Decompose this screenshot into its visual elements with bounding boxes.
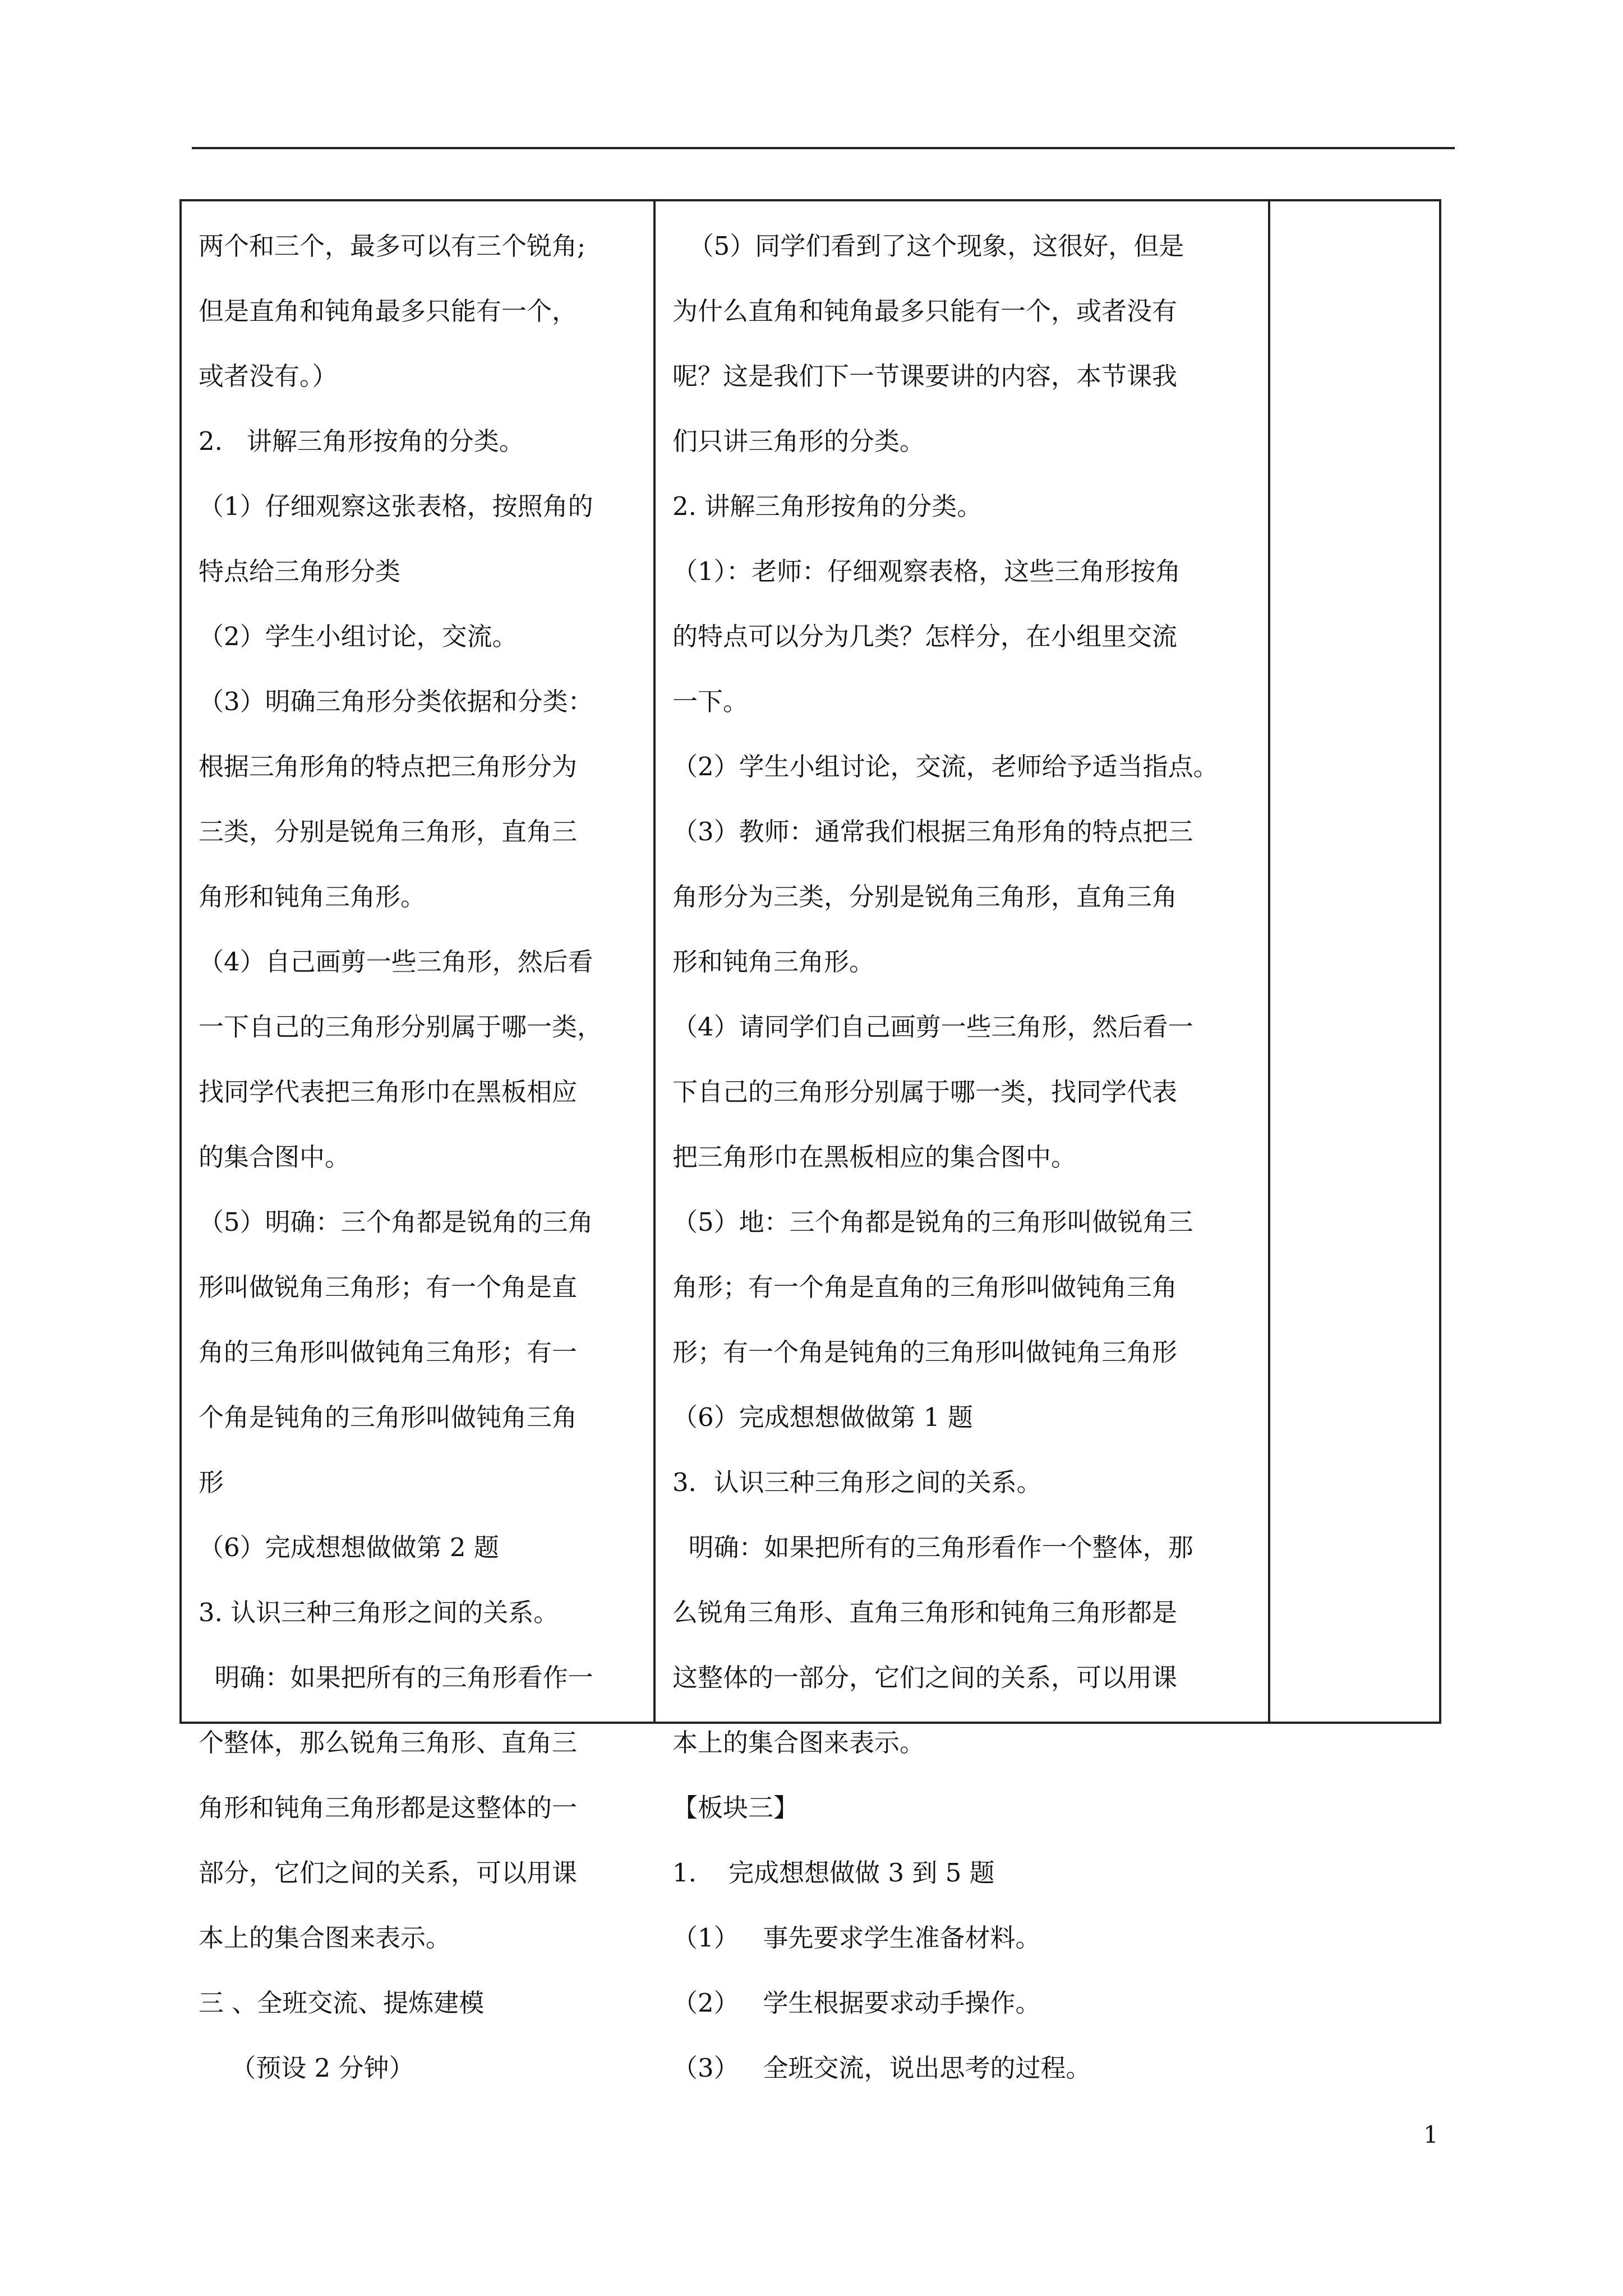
teacher-text-line: 本上的集合图来表示。 [672, 1728, 925, 1757]
teacher-text-line: 明确：如果把所有的三角形看作一个整体，那 [672, 1533, 1193, 1562]
teacher-text-line: 一下。 [672, 687, 749, 716]
student-activity-cell [182, 201, 654, 2101]
page-number: 1 [1423, 2121, 1438, 2148]
teacher-text-line: 们只讲三角形的分类。 [672, 426, 925, 456]
student-text-line: 个角是钝角的三角形叫做钝角三角 [199, 1402, 578, 1432]
student-text-line: 形 [199, 1467, 224, 1497]
student-text-line: 的集合图中。 [199, 1142, 351, 1172]
teacher-text-line: 【板块三】 [672, 1793, 799, 1823]
student-text-line: 部分，它们之间的关系，可以用课 [199, 1858, 578, 1888]
student-text-line: 根据三角形角的特点把三角形分为 [199, 752, 578, 781]
teacher-text-line: 呢？这是我们下一节课要讲的内容，本节课我 [672, 361, 1178, 391]
teacher-text-line: （1） 事先要求学生准备材料。 [672, 1923, 1041, 1953]
teacher-text-line: （5）地：三个角都是锐角的三角形叫做锐角三 [672, 1207, 1193, 1237]
student-text-line: （6）完成想想做做第 2 题 [199, 1533, 499, 1562]
student-text-line: （2）学生小组讨论，交流。 [199, 622, 518, 651]
teacher-text-line: 形和钝角三角形。 [672, 947, 875, 977]
notes-cell [1270, 201, 1444, 214]
teacher-text-line: 角形分为三类，分别是锐角三角形，直角三角 [672, 882, 1178, 912]
teacher-text-line: 角形；有一个角是直角的三角形叫做钝角三角 [672, 1272, 1178, 1302]
student-text-line: 或者没有。） [199, 361, 338, 391]
student-text-line: 特点给三角形分类 [199, 556, 401, 586]
teacher-text-line: 1. 完成想想做做 3 到 5 题 [672, 1858, 995, 1888]
teacher-text-line: 么锐角三角形、直角三角形和钝角三角形都是 [672, 1598, 1178, 1627]
teacher-text-line: （6）完成想想做做第 1 题 [672, 1402, 973, 1432]
student-text-line: 两个和三个，最多可以有三个锐角; [199, 231, 586, 261]
student-text-line: 一下自己的三角形分别属于哪一类， [199, 1012, 603, 1042]
teacher-text-line: （5）同学们看到了这个现象，这很好，但是 [672, 231, 1184, 261]
teacher-text-line: （2） 学生根据要求动手操作。 [672, 1988, 1041, 2018]
student-text-line: 角形和钝角三角形。 [199, 882, 426, 912]
teacher-text-line: 形；有一个角是钝角的三角形叫做钝角三角形 [672, 1337, 1178, 1367]
teacher-text-line: （4）请同学们自己画剪一些三角形，然后看一 [672, 1012, 1193, 1042]
teacher-text-line: （3）教师：通常我们根据三角形角的特点把三 [672, 817, 1193, 846]
student-text-line: （3）明确三角形分类依据和分类： [199, 687, 593, 716]
student-text-line: 形叫做锐角三角形；有一个角是直 [199, 1272, 578, 1302]
student-text-line: （预设 2 分钟） [199, 2053, 414, 2083]
student-text-line: 角形和钝角三角形都是这整体的一 [199, 1793, 578, 1823]
student-text-line: 2. 讲解三角形按角的分类。 [199, 426, 524, 456]
header-rule [192, 147, 1455, 149]
student-text-line: 个整体，那么锐角三角形、直角三 [199, 1728, 578, 1757]
student-text-line: 三类，分别是锐角三角形，直角三 [199, 817, 578, 846]
student-text-line: 找同学代表把三角形巾在黑板相应 [199, 1077, 578, 1107]
student-text-line: 本上的集合图来表示。 [199, 1923, 451, 1953]
student-text-line: （4）自己画剪一些三角形，然后看 [199, 947, 593, 977]
student-text-line: 角的三角形叫做钝角三角形；有一 [199, 1337, 578, 1367]
teacher-text-line: 3．认识三种三角形之间的关系。 [672, 1467, 1042, 1497]
lesson-plan-table [179, 199, 1441, 2083]
teacher-text-line: 这整体的一部分，它们之间的关系，可以用课 [672, 1663, 1178, 1692]
student-text-line: 但是直角和钝角最多只能有一个， [199, 296, 578, 326]
teacher-activity-cell [656, 201, 1268, 2101]
teacher-text-line: 把三角形巾在黑板相应的集合图中。 [672, 1142, 1077, 1172]
teacher-text-line: （3） 全班交流，说出思考的过程。 [672, 2053, 1091, 2083]
teacher-text-line: 的特点可以分为几类？怎样分，在小组里交流 [672, 622, 1178, 651]
teacher-text-line: 下自己的三角形分别属于哪一类，找同学代表 [672, 1077, 1178, 1107]
teacher-text-line: （1）：老师：仔细观察表格，这些三角形按角 [672, 556, 1181, 586]
student-text-line: （5）明确：三个角都是锐角的三角 [199, 1207, 593, 1237]
teacher-text-line: 为什么直角和钝角最多只能有一个，或者没有 [672, 296, 1178, 326]
student-text-line: 明确：如果把所有的三角形看作一 [199, 1663, 593, 1692]
student-text-line: 3. 认识三种三角形之间的关系。 [199, 1598, 559, 1627]
teacher-text-line: 2. 讲解三角形按角的分类。 [672, 491, 983, 521]
column-divider-right [1268, 201, 1270, 1722]
student-text-line: （1）仔细观察这张表格，按照角的 [199, 491, 593, 521]
student-text-line: 三 、全班交流、提炼建模 [199, 1988, 485, 2018]
teacher-text-line: （2）学生小组讨论，交流，老师给予适当指点。 [672, 752, 1219, 781]
